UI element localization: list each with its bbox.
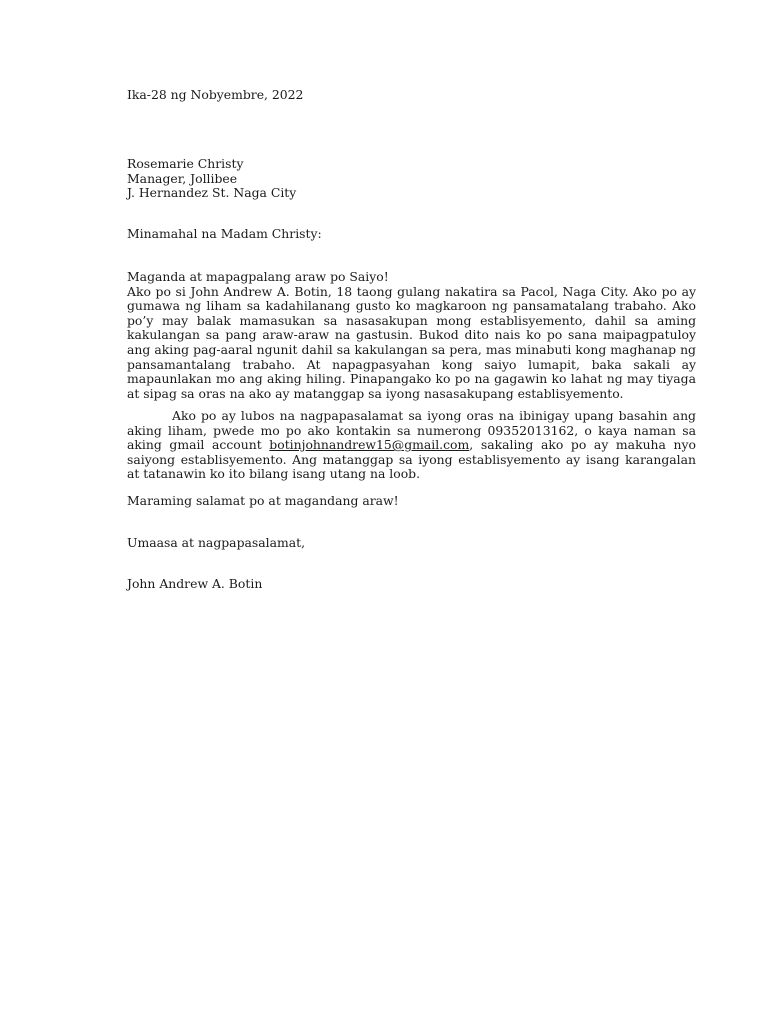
thanks-line: Maraming salamat po at magandang araw! xyxy=(127,493,399,508)
body-paragraph-2-after-email: , sakaling ako po ay makuha nyo saiyong establisyemento. Ang matanggap sa iyong establisyemento ay isang karangalan at tatanawin ko ito bilang isang utang na loob. xyxy=(127,437,696,482)
body-paragraph-2 xyxy=(127,409,696,482)
recipient-position: Manager, Jollibee xyxy=(127,170,238,186)
recipient-name: Rosemarie Christy xyxy=(127,156,244,171)
body-paragraph-2-before-email: Ako po ay lubos na nagpapasalamat sa iyong oras na ibinigay upang basahin ang aking liham, pwede mo po ako kontakin sa numerong 09352013162, o kaya naman sa aking gmail account xyxy=(127,408,696,453)
body-paragraph-2-text xyxy=(127,409,696,482)
body-paragraph-1: Ako po si John Andrew A. Botin, 18 taong gulang nakatira sa Pacol, Naga City. Ako po ay gumawa ng liham sa kadahilanang gusto ko magkaroon ng pansamatalang trabaho. Ako po’y may balak mamasukan sa nasasakupan mong establisyemento, dahil sa aming kakulangan sa pang araw-araw na gastusin. Bukod dito nais ko po sana maipagpatuloy ang aking pag-aaral ngunit dahil sa kakulangan sa pera, mas minabuti kong maghanap ng pansamantalang trabaho. At napagpasyahan kong saiyo lumapit, baka sakali ay mapaunlakan mo ang aking hiling. Pinapangako ko po na gagawin ko lahat ng may tiyaga at sipag sa oras na ako ay matanggap sa iyong nasasakupang establisyemento. xyxy=(127,283,696,401)
email-link[interactable]: botinjohnandrew15@gmail.com xyxy=(269,437,470,453)
letter-date: Ika-28 ng Nobyembre, 2022 xyxy=(127,87,304,102)
signature-name: John Andrew A. Botin xyxy=(127,576,263,591)
salutation: Minamahal na Madam Christy: xyxy=(127,226,322,241)
closing-line: Umaasa at nagpapasalamat, xyxy=(127,535,306,550)
greeting: Maganda at mapagpalang araw po Saiyo! xyxy=(127,269,389,284)
recipient-address: J. Hernandez St. Naga City xyxy=(127,185,297,201)
